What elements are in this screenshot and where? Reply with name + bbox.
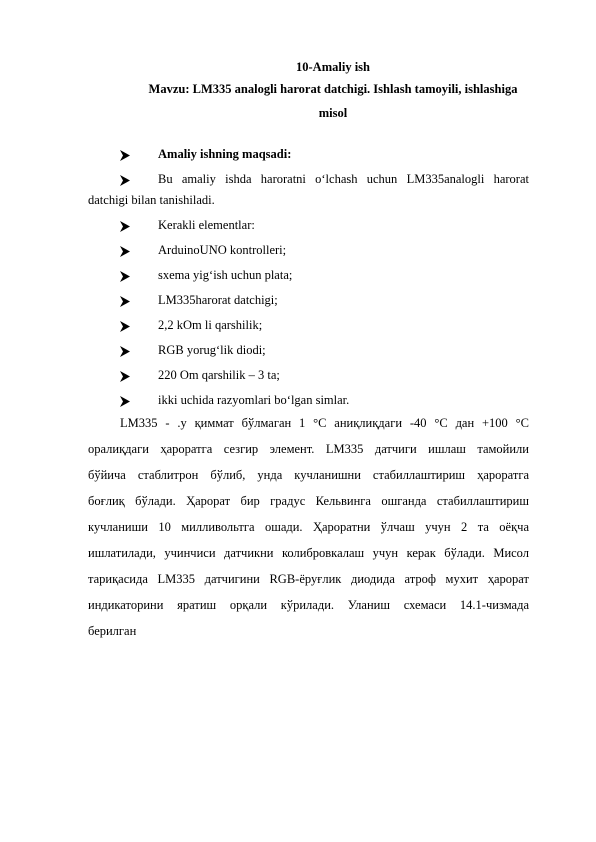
arrow-bullet-icon [120, 221, 130, 232]
list-item-text: Kerakli elementlar: [158, 218, 255, 232]
list-item-text: sxema yig‘ish uchun plata; [158, 268, 293, 282]
arrow-bullet-icon [120, 346, 130, 357]
arrow-bullet-icon [120, 371, 130, 382]
paragraph-line: боғлиқ бўлади. Ҳарорат бир градус Кельвинга ошганда стабиллаштириш [88, 494, 529, 508]
list-item-text: ikki uchida razyomlari bo‘lgan simlar. [158, 393, 350, 407]
paragraph-line: оралиқдаги ҳароратга сезгир элемент. LM335 датчиги ишлаш тамойили [88, 442, 529, 456]
list-item-text: Bu amaliy ishda haroratni o‘lchash uchun LM335analogli harorat [158, 172, 529, 186]
arrow-bullet-icon [120, 271, 130, 282]
work-number-title: 10-Amaliy ish [296, 60, 370, 74]
list-item-text: ArduinoUNO kontrolleri; [158, 243, 287, 257]
list-item-text: 2,2 kOm li qarshilik; [158, 318, 263, 332]
topic-title: Mavzu: LM335 analogli harorat datchigi. Ishlash tamoyili, ishlashiga [148, 82, 518, 96]
paragraph-line: бўйича стаблитрон бўлиб, унда кучланишни стабиллаштириш ҳароратга [88, 468, 529, 482]
arrow-bullet-icon [120, 396, 130, 407]
arrow-bullet-icon [120, 175, 130, 186]
arrow-bullet-icon [120, 150, 130, 161]
arrow-bullet-icon [120, 296, 130, 307]
paragraph-line: берилган [88, 624, 137, 638]
paragraph-line: индикаторини яратиш орқали кўрилади. Уланиш схемаси 14.1-чизмада [88, 598, 529, 612]
paragraph-line: кучланиши 10 милливольтга ошади. Ҳароратни ўлчаш учун 2 та оёқча [88, 520, 529, 534]
arrow-bullet-icon [120, 246, 130, 257]
list-item [120, 172, 529, 190]
topic-title-continuation: misol [318, 106, 348, 120]
paragraph-line: LM335 - .у қиммат бўлмаган 1 °С аниқлиқдаги -40 °С дан +100 °С [120, 416, 529, 430]
purpose-heading: Amaliy ishning maqsadi: [158, 147, 292, 161]
paragraph-line: тариқасида LM335 датчигини RGB-ёруғлик диодида атроф мухит ҳарорат [88, 572, 529, 586]
paragraph-line: ишлатилади, учинчиси датчикни колибровкалаш учун керак бўлади. Мисол [88, 546, 529, 560]
list-item-text: 220 Om qarshilik – 3 ta; [158, 368, 280, 382]
list-item-text: RGB yorug‘lik diodi; [158, 343, 266, 357]
arrow-bullet-icon [120, 321, 130, 332]
list-item-text: LM335harorat datchigi; [158, 293, 278, 307]
list-item-continuation: datchigi bilan tanishiladi. [88, 193, 215, 207]
